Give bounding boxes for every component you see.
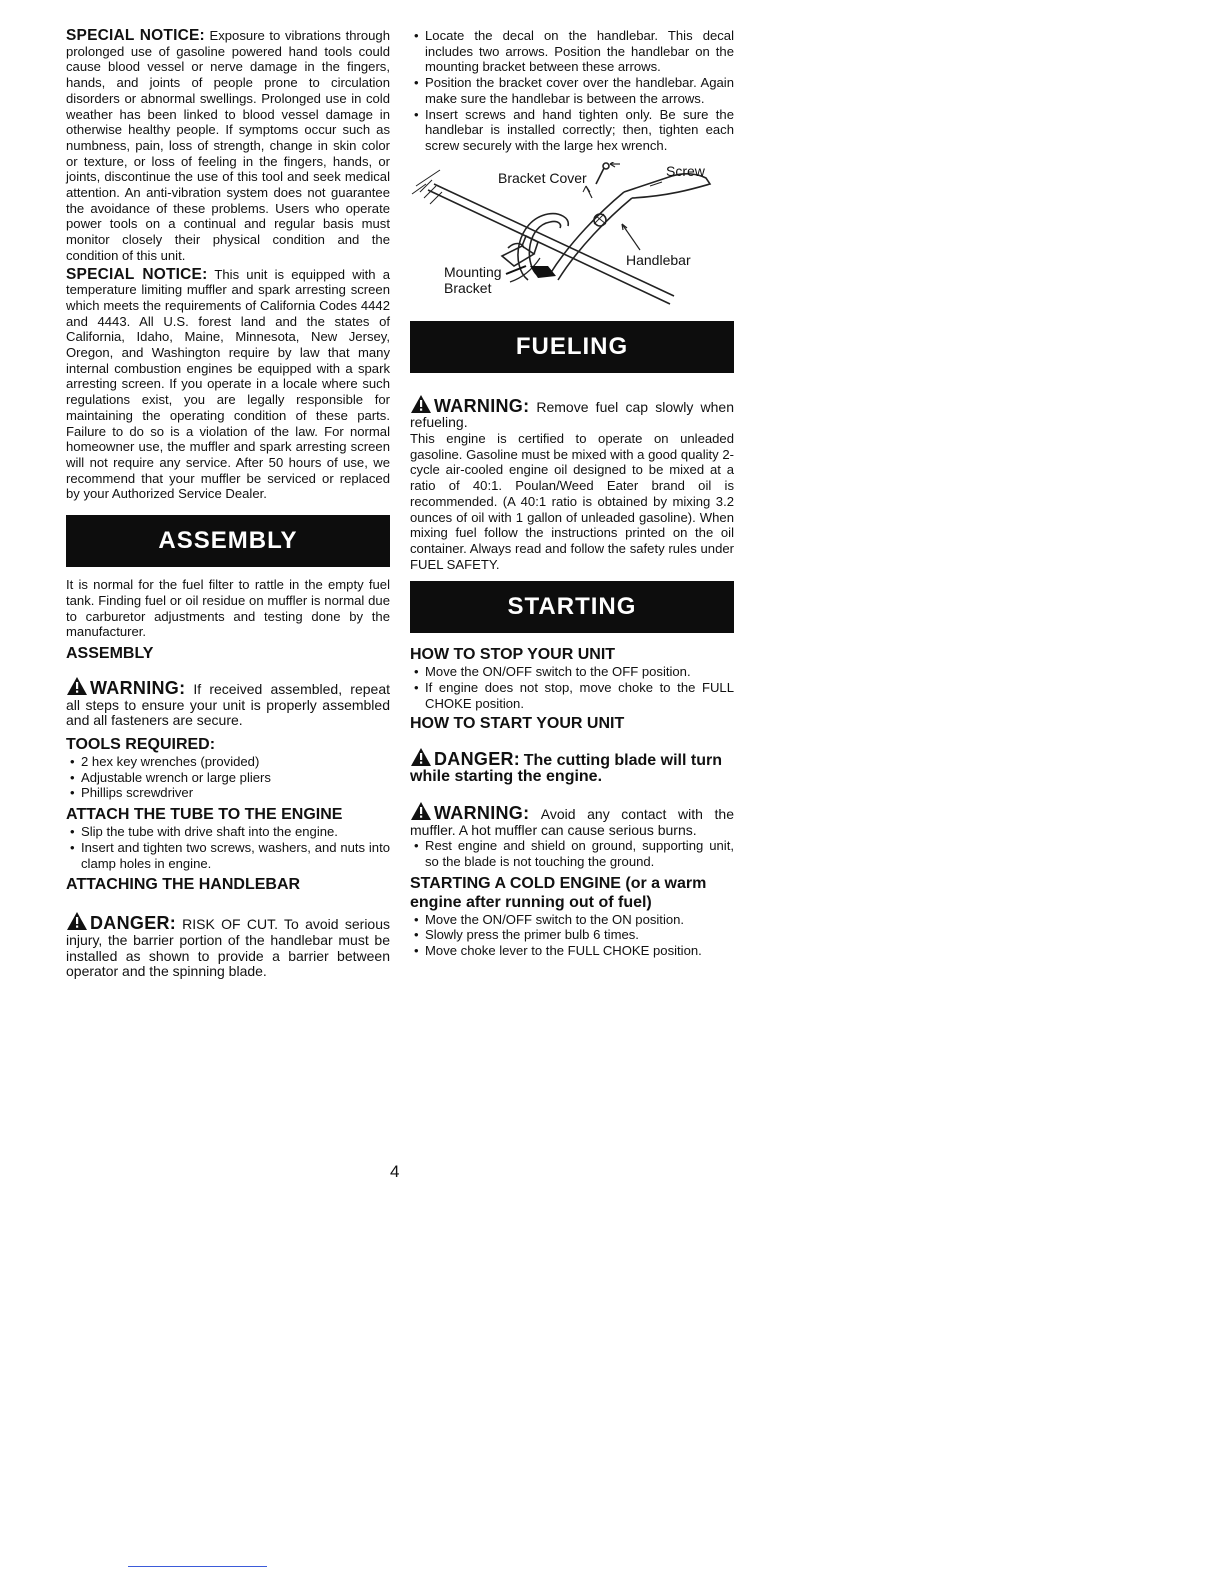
cold-engine-heading: STARTING A COLD ENGINE (or a warm engine after running out of fuel)	[410, 874, 707, 911]
danger-cutting-blade	[410, 747, 734, 784]
warning-triangle-icon	[410, 394, 432, 414]
list-item: • Slip the tube with drive shaft into the engine.	[66, 824, 390, 840]
fueling-section-band	[410, 321, 734, 373]
stop-steps	[410, 664, 734, 711]
attach-tube-steps	[66, 824, 390, 871]
label-mounting: Mounting	[444, 263, 502, 280]
assembly-heading: ASSEMBLY	[66, 644, 154, 662]
starting-section-band	[410, 581, 734, 633]
warning-hot-muffler	[410, 801, 734, 838]
warning-label: WARNING:	[434, 395, 530, 416]
danger-label: DANGER:	[90, 913, 177, 934]
handlebar-diagram	[410, 162, 734, 310]
label-handlebar: Handlebar	[626, 251, 691, 268]
list-item: • Move choke lever to the FULL CHOKE position.	[410, 943, 734, 959]
left-column	[66, 28, 390, 980]
special-notice-text: This unit is equipped with a temperature limiting muffler and spark arresting screen which meets the requirements of California Codes 4442 and 4443. All U.S. forest land and the states of California, Idaho, Maine, Minnesota, New Jersey, Oregon, and Washington require by law that many internal combustion engines be equipped with a spark arresting screen. If you operate in a locale where such regulations exist, you are legally responsible for maintaining the operating condition of these parts. Failure to do so is a violation of the law. For normal homeowner use, the muffler and spark arresting screen will not require any service. After 50 hours of use, we recommend that your muffler be serviced or replaced by your Authorized Service Dealer.	[66, 266, 390, 502]
page-number: 4	[390, 1162, 400, 1181]
special-notice-text: Exposure to vibrations through prolonged use of gasoline powered hand tools could cause blood vessel or nerve damage in the fingers, hands, and joints of people prone to circulation disorders or abnormal swellings. Prolonged use in cold weather has been linked to blood vessel damage in otherwise healthy people. If symptoms occur such as numbness, pain, loss of strength, change in skin color or texture, or loss of feeling in the fingers, hands, or joints, discontinue the use of this tool and seek medical attention. An anti-vibration system does not guarantee the avoidance of these problems. Users who operate power tools on a continual and regular basis must monitor closely their physical condition and the condition of this unit.	[66, 28, 390, 263]
warning-text: Avoid any contact with the muffler. A hot muffler can cause serious burns.	[410, 805, 734, 838]
list-item: • Insert screws and hand tighten only. Be sure the handlebar is installed correctly; then, tighten each screw securely with the large hex wrench.	[410, 107, 734, 154]
list-item: • If engine does not stop, move choke to the FULL CHOKE position.	[410, 680, 734, 711]
label-bracket: Bracket	[444, 279, 492, 296]
list-item: • Move the ON/OFF switch to the ON position.	[410, 912, 734, 928]
stop-unit-heading: HOW TO STOP YOUR UNIT	[410, 646, 616, 664]
starting-band-title: STARTING	[507, 593, 637, 621]
special-notice-label: SPECIAL NOTICE:	[66, 265, 208, 283]
tools-required-heading: TOOLS REQUIRED:	[66, 736, 216, 754]
fueling-band-title: FUELING	[515, 332, 629, 360]
bottom-rule	[128, 1566, 267, 1567]
handlebar-steps	[410, 28, 734, 154]
list-item: • Move the ON/OFF switch to the OFF position.	[410, 664, 734, 680]
list-item: • Phillips screwdriver	[66, 785, 390, 801]
attaching-handlebar-heading: ATTACHING THE HANDLEBAR	[66, 876, 301, 894]
list-item: • Locate the decal on the handlebar. This decal includes two arrows. Position the handlebar on the mounting bracket between these arrows.	[410, 28, 734, 75]
list-item: • Insert and tighten two screws, washers, and nuts into clamp holes in engine.	[66, 840, 390, 871]
danger-triangle-icon	[66, 911, 88, 931]
list-item: • Adjustable wrench or large pliers	[66, 770, 390, 786]
danger-text: RISK OF CUT. To avoid serious injury, the barrier portion of the handlebar must be installed as shown to provide a barrier between operator and the spinning blade.	[66, 916, 390, 980]
right-column	[410, 28, 734, 959]
list-item: • 2 hex key wrenches (provided)	[66, 754, 390, 770]
start-unit-heading: HOW TO START YOUR UNIT	[410, 715, 625, 733]
list-item: • Slowly press the primer bulb 6 times.	[410, 927, 734, 943]
attach-tube-heading: ATTACH THE TUBE TO THE ENGINE	[66, 806, 343, 824]
special-notice-muffler	[66, 267, 390, 503]
danger-text: The cutting blade will turn while starting the engine.	[410, 752, 722, 786]
label-screw: Screw	[666, 162, 705, 179]
warning-label: WARNING:	[90, 677, 186, 698]
danger-label: DANGER:	[434, 749, 521, 770]
label-bracket-cover: Bracket Cover	[498, 169, 587, 186]
tools-list	[66, 754, 390, 801]
warning-fuel-cap	[410, 394, 734, 431]
cold-engine-steps	[410, 912, 734, 959]
assembly-intro: It is normal for the fuel filter to rattle in the empty fuel tank. Finding fuel or oil residue on muffler is normal due to carburetor adjustments and testing done by the manufacturer.	[66, 577, 390, 640]
fueling-text: This engine is certified to operate on unleaded gasoline. Gasoline must be mixed with a good quality 2-cycle air-cooled engine oil designed to be mixed at a ratio of 40:1. Poulan/Weed Eater brand oil is recommended. (A 40:1 ratio is obtained by mixing 3.2 ounces of oil with 1 gallon of unleaded gasoline). When mixing fuel follow the instructions printed on the oil container. Always read and follow the safety rules under FUEL SAFETY.	[410, 431, 734, 572]
warning-label: WARNING:	[434, 802, 530, 823]
warning-text: Remove fuel cap slowly when refueling.	[410, 398, 735, 431]
assembly-section-band	[66, 515, 390, 567]
warning-received-assembled	[66, 676, 390, 729]
special-notice-label: SPECIAL NOTICE:	[66, 27, 205, 44]
danger-risk-of-cut	[66, 911, 390, 980]
assembly-band-title: ASSEMBLY	[158, 527, 298, 555]
list-item: • Rest engine and shield on ground, supporting unit, so the blade is not touching the ground.	[410, 838, 734, 869]
danger-triangle-icon	[410, 747, 432, 767]
warning-text: If received assembled, repeat all steps to ensure your unit is properly assembled and all fasteners are secure.	[66, 680, 390, 729]
warning-steps	[410, 838, 734, 869]
warning-triangle-icon	[66, 676, 88, 696]
warning-triangle-icon	[410, 801, 432, 821]
special-notice-vibration	[66, 28, 390, 264]
list-item: • Position the bracket cover over the handlebar. Again make sure the handlebar is between the arrows.	[410, 75, 734, 106]
